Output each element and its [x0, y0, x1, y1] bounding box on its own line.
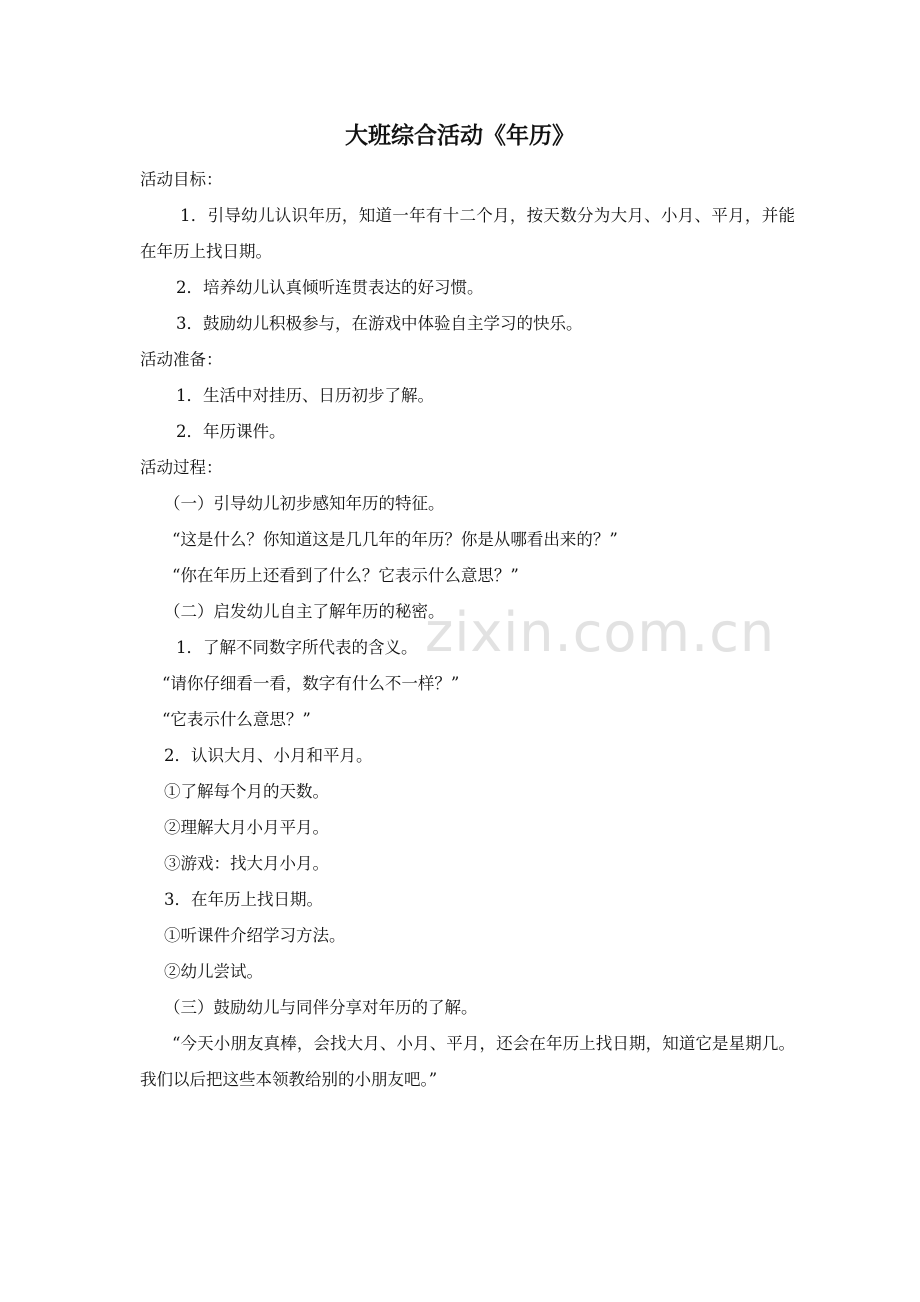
process-step-1: （一）引导幼儿初步感知年历的特征。 [164, 494, 445, 513]
prep-item-2: 2．年历课件。 [176, 422, 286, 441]
process-step-2-3-a: ①听课件介绍学习方法。 [164, 926, 346, 945]
goals-heading: 活动目标： [140, 170, 223, 189]
process-step-2-3: 3．在年历上找日期。 [164, 890, 323, 909]
quote-4: “它表示什么意思？” [162, 710, 311, 729]
goal-item-2: 2．培养幼儿认真倾听连贯表达的好习惯。 [176, 278, 484, 297]
process-step-2-2: 2．认识大月、小月和平月。 [164, 746, 373, 765]
quote-1: “这是什么？你知道这是几几年的年历？你是从哪看出来的？” [172, 530, 618, 549]
watermark: zixin.com.cn [425, 601, 776, 664]
quote-5: “今天小朋友真棒，会找大月、小月、平月，还会在年历上找日期，知道它是星期几。我们以后把这些本领教给别的小朋友吧。” [140, 1034, 795, 1089]
process-step-3: （三）鼓励幼儿与同伴分享对年历的了解。 [164, 998, 478, 1017]
quote-3: “请你仔细看一看，数字有什么不一样？” [162, 674, 460, 693]
process-step-2: （二）启发幼儿自主了解年历的秘密。 [164, 602, 445, 621]
quote-2: “你在年历上还看到了什么？它表示什么意思？” [172, 566, 519, 585]
goal-item-3: 3．鼓励幼儿积极参与，在游戏中体验自主学习的快乐。 [176, 314, 583, 333]
process-step-2-2-b: ②理解大月小月平月。 [164, 818, 329, 837]
process-step-2-3-b: ②幼儿尝试。 [164, 962, 263, 981]
process-step-2-2-a: ①了解每个月的天数。 [164, 782, 329, 801]
prep-item-1: 1．生活中对挂历、日历初步了解。 [176, 386, 434, 405]
prep-heading: 活动准备： [140, 350, 223, 369]
goal-item-1: 1．引导幼儿认识年历，知道一年有十二个月，按天数分为大月、小月、平月，并能在年历上找日期。 [140, 206, 795, 261]
document-title: 大班综合活动《年历》 [345, 123, 575, 149]
process-step-2-2-c: ③游戏：找大月小月。 [164, 854, 329, 873]
process-step-2-1: 1．了解不同数字所代表的含义。 [176, 638, 418, 657]
process-heading: 活动过程： [140, 458, 223, 477]
